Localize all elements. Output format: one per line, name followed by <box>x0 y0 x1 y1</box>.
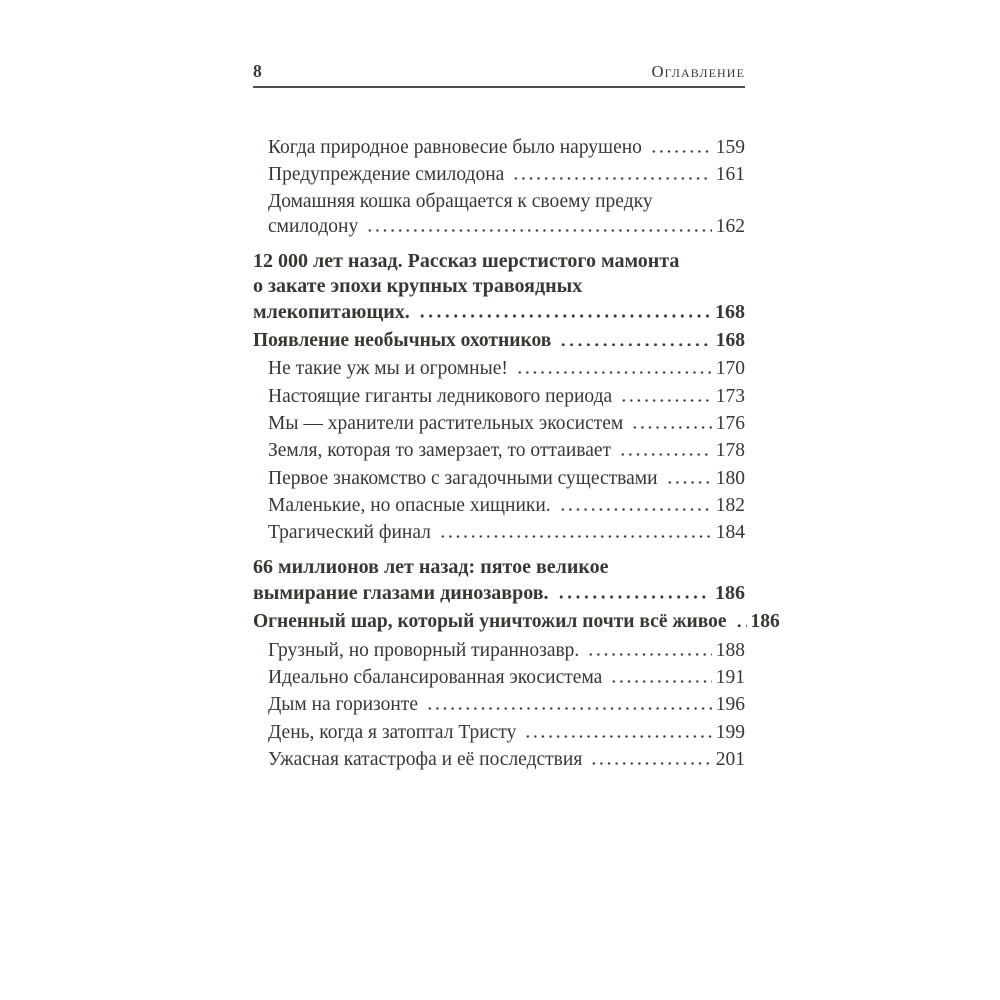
toc-entry-page-number: 178 <box>715 440 745 462</box>
dot-leader <box>364 229 712 232</box>
toc-entry-page-number: 168 <box>715 300 745 323</box>
dot-leader <box>424 707 712 710</box>
toc-entry-row <box>268 664 745 691</box>
toc-entry-title: вымирание глазами динозавров. <box>253 581 549 604</box>
toc-entry-row <box>268 719 745 746</box>
toc-entry-row <box>268 691 745 718</box>
toc-entry-title: Дым на горизонте <box>268 694 418 716</box>
toc-entry-row <box>268 746 745 773</box>
toc-entry-title: Появление необычных охотников <box>253 330 552 352</box>
toc-entry-title-line: 66 миллионов лет назад: пятое великое <box>253 556 609 579</box>
toc-entry-page-number: 186 <box>715 581 745 604</box>
toc-entry-row <box>253 581 745 607</box>
toc-entry-chapter <box>253 249 745 326</box>
dot-leader <box>618 399 712 402</box>
toc-entry-title: Трагический финал <box>268 522 431 544</box>
toc-entry-page-number: 173 <box>715 385 745 407</box>
toc-entry-page-number: 196 <box>715 694 745 716</box>
toc-entry-title: Первое знакомство с загадочными существами <box>268 467 658 489</box>
toc-entry-row <box>268 355 745 382</box>
toc-entry-title: Мы — хранители растительных экосистем <box>268 412 624 434</box>
toc-entry-page-number: 180 <box>715 467 745 489</box>
toc-entry-section <box>253 327 745 354</box>
toc-entry-title: млекопитающих. <box>253 300 410 323</box>
toc-entry-sub <box>253 383 745 410</box>
toc-entry-row <box>268 410 745 437</box>
dot-leader <box>664 481 712 484</box>
toc-entry-sub <box>253 134 745 161</box>
toc-entry-row <box>253 327 745 354</box>
page-number: 8 <box>253 61 262 81</box>
toc-entry-title: Предупреждение смилодона <box>268 164 505 186</box>
toc-entry-row <box>268 637 745 664</box>
toc-entry-page-number: 159 <box>715 137 745 158</box>
toc-entry-sub <box>253 637 745 664</box>
toc-entry-sub <box>253 492 745 519</box>
page-header <box>253 60 745 88</box>
toc-entry-page-number: 184 <box>715 522 745 544</box>
toc-entry-sub <box>253 691 745 718</box>
toc-entry-sub <box>253 465 745 492</box>
toc-entry-row <box>268 492 745 519</box>
toc-entry-row <box>268 465 745 492</box>
dot-leader <box>557 508 712 511</box>
toc-entry-row <box>268 383 745 410</box>
dot-leader <box>588 762 711 765</box>
toc-entry-row <box>268 134 745 161</box>
toc-entry-title: День, когда я затоптал Тристу <box>268 721 517 743</box>
toc-entry-sub <box>253 437 745 464</box>
dot-leader <box>437 535 712 538</box>
toc-entry-page-number: 186 <box>750 611 780 633</box>
dot-leader <box>733 624 747 628</box>
toc-entry-title-line: Домашняя кошка обращается к своему предку <box>268 190 653 212</box>
toc-entry-row <box>268 519 745 546</box>
toc-entry-title-line: о закате эпохи крупных травоядных <box>253 275 583 298</box>
toc-entry-page-number: 170 <box>715 358 745 380</box>
toc-entry-page-number: 168 <box>715 330 745 352</box>
toc-entry-row <box>253 608 780 635</box>
toc-list <box>253 134 780 773</box>
toc-entry-title: Настоящие гиганты ледникового периода <box>268 385 613 407</box>
toc-entry-sub <box>253 410 745 437</box>
running-title: Оглавление <box>651 62 745 81</box>
dot-leader <box>510 177 711 180</box>
toc-entry-row <box>253 300 745 326</box>
dot-leader <box>648 150 712 153</box>
toc-entry-title: Ужасная катастрофа и её последствия <box>268 748 583 770</box>
dot-leader <box>416 314 711 318</box>
toc-entry-sub <box>253 189 745 240</box>
toc-entry-title: смилодону <box>268 216 359 238</box>
toc-entry-title: Грузный, но проворный тираннозавр. <box>268 639 580 661</box>
toc-entry-title: Огненный шар, который уничтожил почти всё живое <box>253 611 727 633</box>
toc-entry-title: Идеально сбалансированная экосистема <box>268 667 603 689</box>
toc-entry-section <box>253 608 780 635</box>
toc-entry-sub <box>253 161 745 188</box>
toc-entry-page-number: 161 <box>715 164 745 186</box>
toc-entry-sub <box>253 746 745 773</box>
toc-entry-title: Не такие уж мы и огромные! <box>268 358 508 380</box>
toc-entry-page-number: 191 <box>715 667 745 689</box>
dot-leader <box>585 653 711 656</box>
toc-entry-row <box>268 437 745 464</box>
toc-entry-sub <box>253 355 745 382</box>
toc-entry-sub <box>253 664 745 691</box>
toc-entry-title: Когда природное равновесие было нарушено <box>268 137 642 158</box>
toc-entry-row <box>268 214 745 240</box>
toc-entry-sub <box>253 719 745 746</box>
toc-entry-chapter <box>253 555 745 606</box>
toc-entry-title: Маленькие, но опасные хищники. <box>268 494 551 516</box>
toc-entry-page-number: 188 <box>715 639 745 661</box>
toc-entry-page-number: 176 <box>715 412 745 434</box>
toc-entry-title-line: 12 000 лет назад. Рассказ шерстистого мамонта <box>253 249 680 272</box>
dot-leader <box>514 371 712 374</box>
toc-entry-row <box>268 161 745 188</box>
dot-leader <box>522 735 711 738</box>
toc-entry-sub <box>253 519 745 546</box>
toc-entry-page-number: 162 <box>715 216 745 238</box>
dot-leader <box>555 595 711 599</box>
toc-entry-page-number: 199 <box>715 721 745 743</box>
dot-leader <box>608 680 711 683</box>
dot-leader <box>617 453 712 456</box>
toc-entry-page-number: 182 <box>715 494 745 516</box>
dot-leader <box>629 426 711 429</box>
toc-entry-title: Земля, которая то замерзает, то оттаивает <box>268 440 612 462</box>
toc-entry-page-number: 201 <box>715 748 745 770</box>
dot-leader <box>557 343 711 347</box>
